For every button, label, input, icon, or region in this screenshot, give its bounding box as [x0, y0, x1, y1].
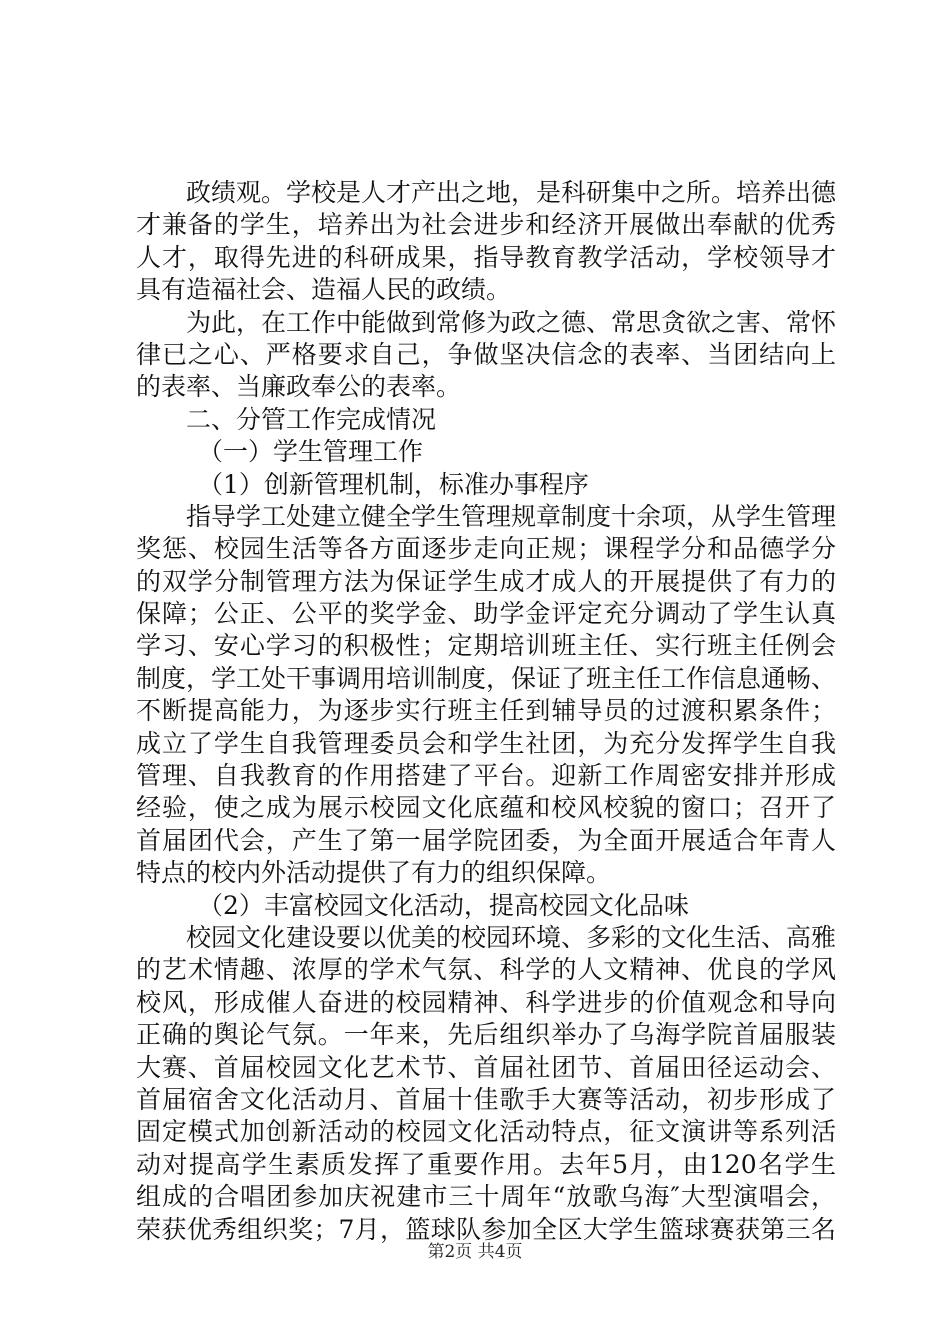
text-line: 不断提高能力，为逐步实行班主任到辅导员的过渡积累条件； — [136, 696, 836, 726]
text-line: 奖惩、校园生活等各方面逐步走向正规；课程学分和品德学分 — [136, 534, 836, 564]
text-line: 律已之心、严格要求自己，争做坚决信念的表率、当团结向上 — [136, 339, 836, 369]
text-line: 管理、自我教育的作用搭建了平台。迎新工作周密安排并形成 — [136, 761, 836, 791]
text-line: 制度，学工处干事调用培训制度，保证了班主任工作信息通畅、 — [136, 663, 837, 693]
text-line: 特点的校内外活动提供了有力的组织保障。 — [136, 858, 612, 888]
text-line: 的表率、当廉政奉公的表率。 — [136, 372, 462, 402]
text-line: 学习、安心学习的积极性；定期培训班主任、实行班主任例会 — [136, 631, 836, 661]
text-line: 正确的舆论气氛。一年来，先后组织举办了乌海学院首届服装 — [136, 1020, 836, 1050]
page-footer — [0, 1240, 950, 1264]
text-line: 固定模式加创新活动的校园文化活动特点，征文演讲等系列活 — [136, 1117, 836, 1147]
text-line: 政绩观。学校是人才产出之地，是科研集中之所。培养出德 — [186, 178, 837, 207]
text-line: 人才，取得先进的科研成果，指导教育教学活动，学校领导才 — [136, 242, 836, 272]
text-line: 指导学工处建立健全学生管理规章制度十余项，从学生管理 — [186, 501, 837, 531]
text-line: 的艺术情趣、浓厚的学术气氛、科学的人文精神、优良的学风 — [136, 955, 836, 985]
text-line: 为此，在工作中能做到常修为政之德、常思贪欲之害、常怀 — [186, 307, 837, 337]
text-line: 的双学分制管理方法为保证学生成才成人的开展提供了有力的 — [136, 566, 836, 596]
text-line: 荣获优秀组织奖；7月，篮球队参加全区大学生篮球赛获第三名 — [136, 1214, 836, 1244]
subsection-heading: （2）丰富校园文化活动，提高校园文化品味 — [198, 890, 689, 920]
body-text — [136, 177, 836, 1246]
text-line: 大赛、首届校园文化艺术节、首届社团节、首届田径运动会、 — [136, 1052, 836, 1082]
text-line: 经验，使之成为展示校园文化底蕴和校风校貌的窗口；召开了 — [136, 793, 836, 823]
subsection-heading: （一）学生管理工作 — [198, 437, 424, 467]
text-line: 具有造福社会、造福人民的政绩。 — [136, 275, 512, 305]
section-heading: 二、分管工作完成情况 — [186, 404, 437, 434]
page-number: 第2页 共4页 — [427, 1242, 523, 1262]
text-line: 成立了学生自我管理委员会和学生社团，为充分发挥学生自我 — [136, 728, 836, 758]
text-line: 校园文化建设要以优美的校园环境、多彩的文化生活、高雅 — [186, 922, 837, 952]
text-line: 组成的合唱团参加庆祝建市三十周年“放歌乌海″大型演唱会， — [136, 1182, 836, 1212]
subsection-heading: （1）创新管理机制，标准办事程序 — [198, 469, 589, 499]
text-line: 首届团代会，产生了第一届学院团委，为全面开展适合年青人 — [136, 825, 836, 855]
text-line: 保障；公正、公平的奖学金、助学金评定充分调动了学生认真 — [136, 599, 836, 629]
text-line: 校风，形成催人奋进的校园精神、科学进步的价值观念和导向 — [136, 987, 836, 1017]
text-line: 动对提高学生素质发挥了重要作用。去年5月，由120名学生 — [136, 1149, 836, 1179]
text-line: 首届宿舍文化活动月、首届十佳歌手大赛等活动，初步形成了 — [136, 1084, 836, 1114]
text-line: 才兼备的学生，培养出为社会进步和经济开展做出奉献的优秀 — [136, 210, 836, 240]
